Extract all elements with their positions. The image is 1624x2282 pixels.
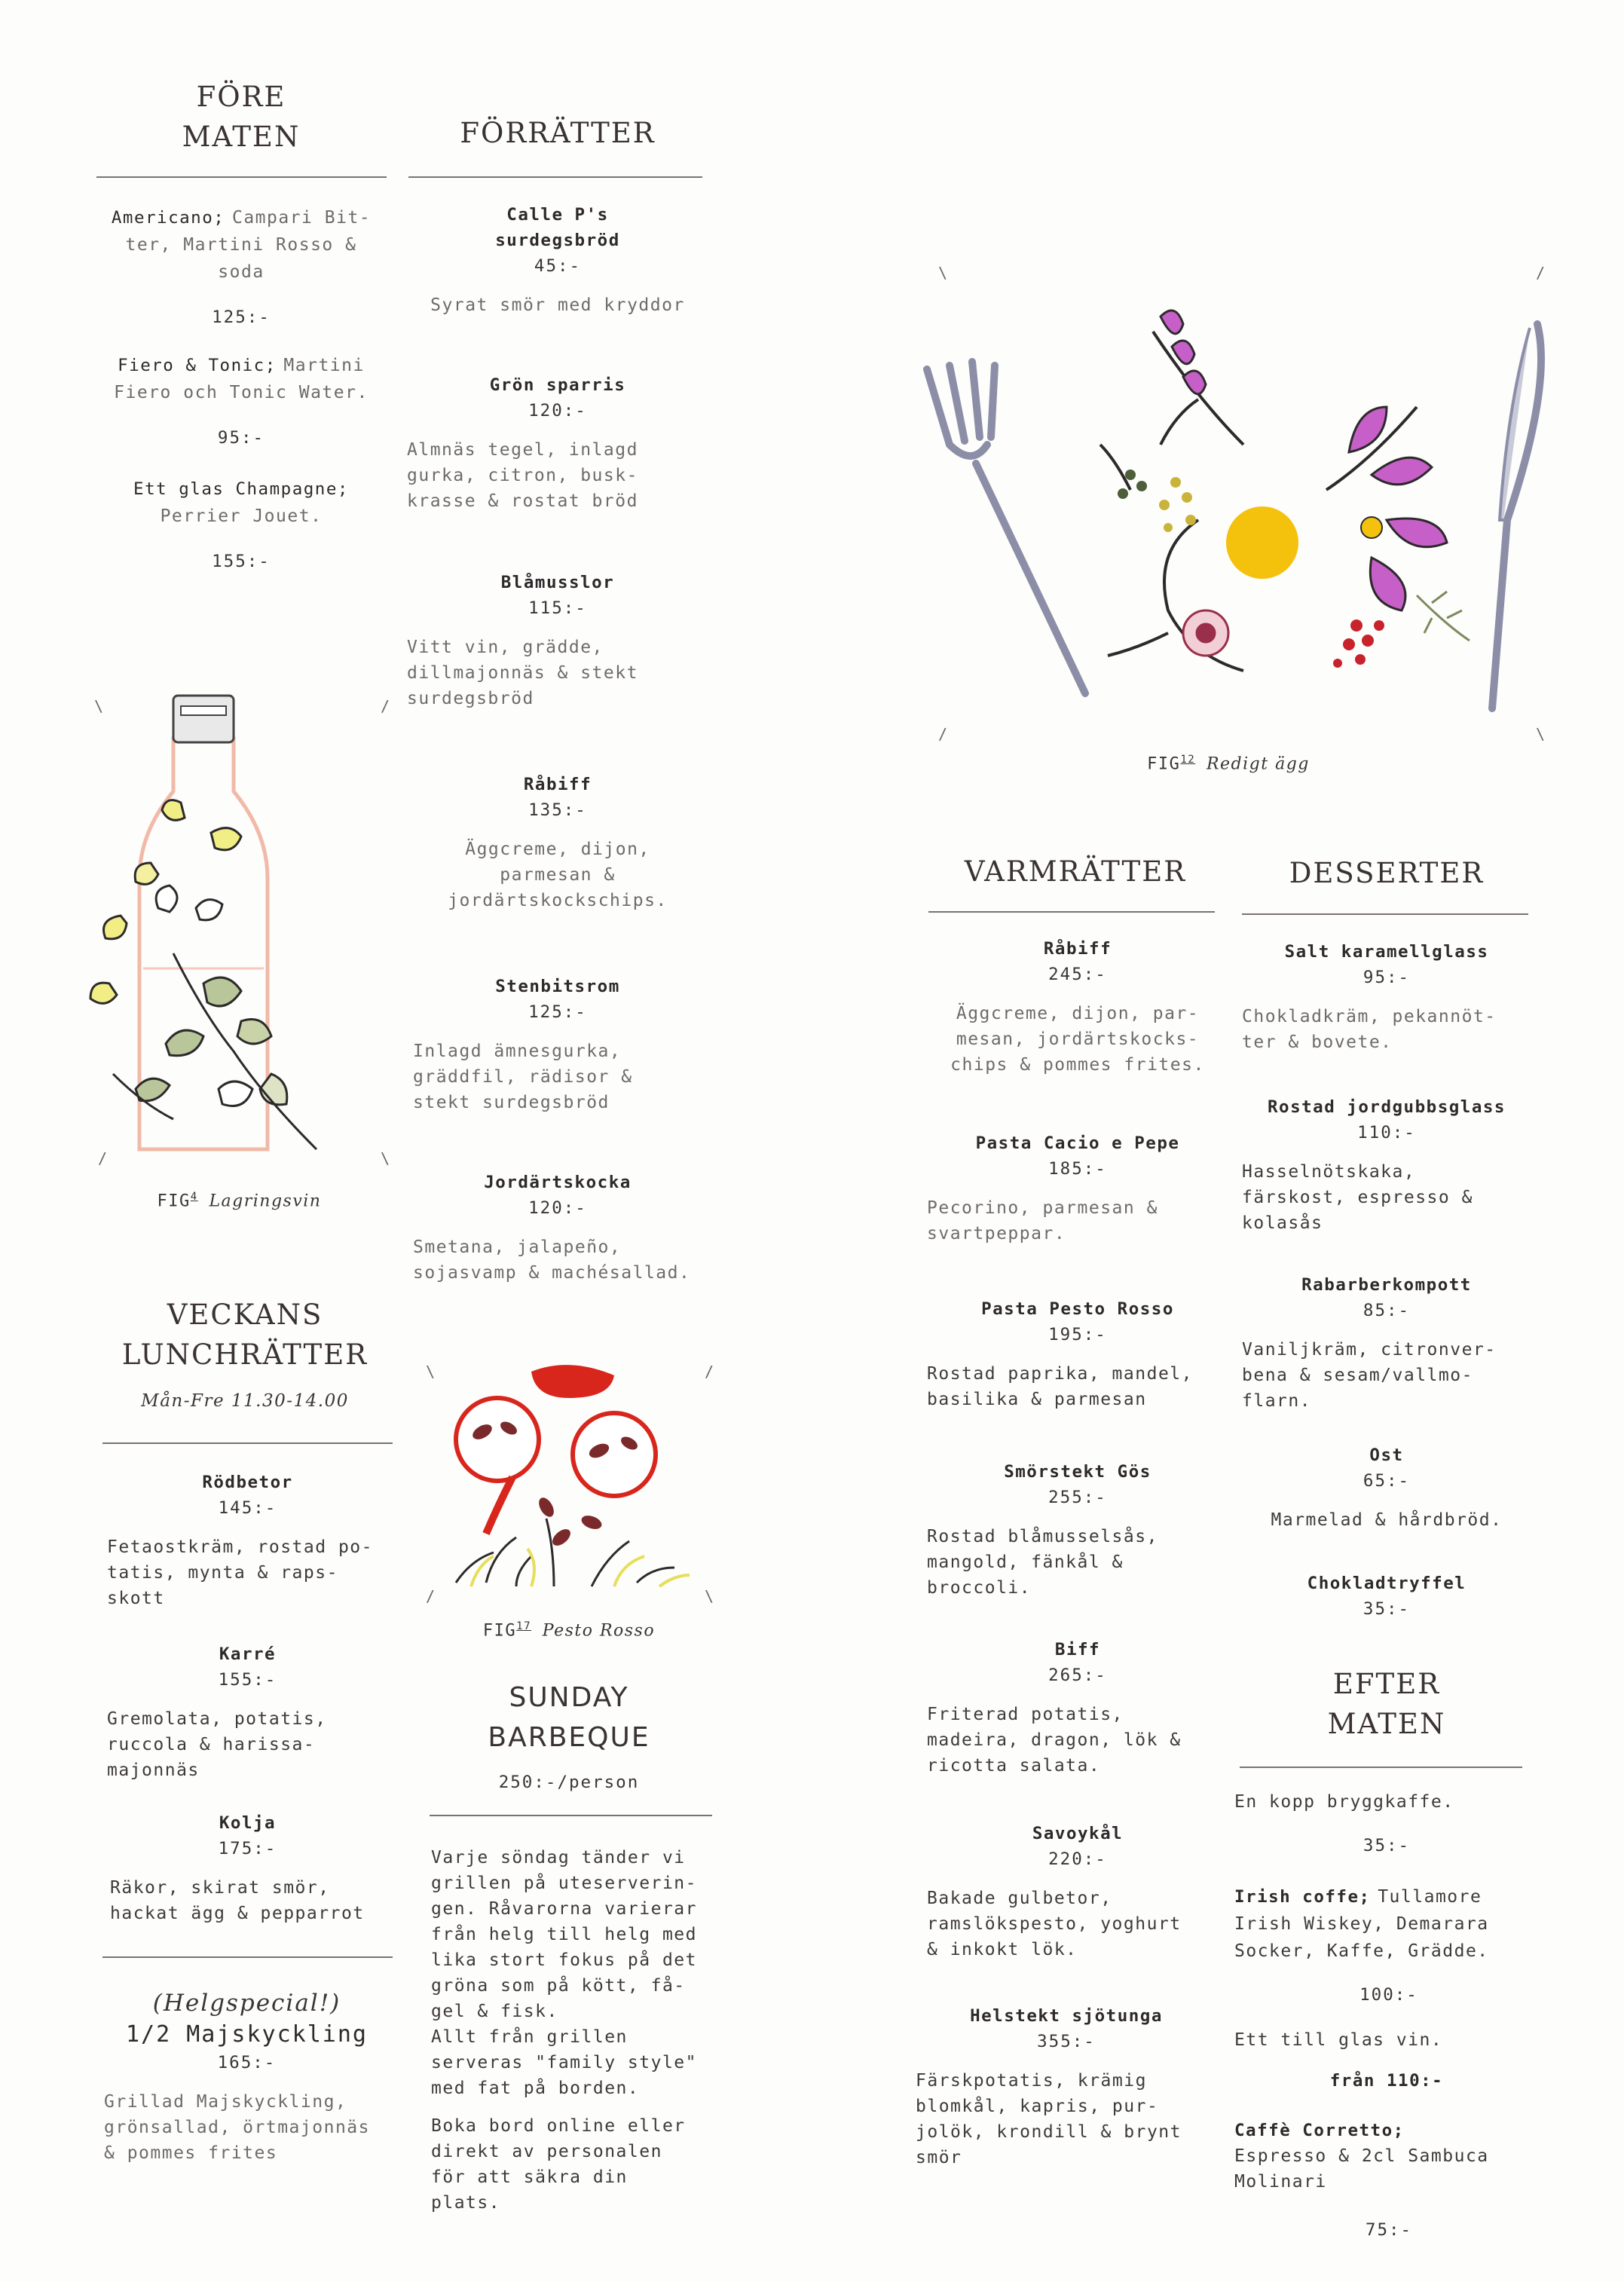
- fig-prefix: FIG: [157, 1191, 191, 1211]
- fig-number: 4: [190, 1191, 198, 1203]
- menu-item: [916, 2003, 1217, 2170]
- item-price: 120:-: [528, 401, 587, 421]
- menu-item: [1234, 1884, 1543, 2008]
- menu-item: [1236, 1272, 1537, 1414]
- item-desc: Martini Fiero och Tonic Water.: [114, 356, 369, 402]
- varmratter-rule: [928, 911, 1215, 913]
- item-price: 195:-: [1048, 1325, 1107, 1344]
- item-price: 155:-: [218, 1670, 277, 1690]
- helgspecial: [98, 1987, 396, 2166]
- menu-item: [927, 1130, 1228, 1247]
- menu-item: [927, 1459, 1228, 1601]
- fig-label: Lagringsvin: [209, 1191, 322, 1211]
- item-price: 245:-: [1048, 965, 1107, 984]
- item-desc: Syrat smör med kryddor: [430, 295, 685, 315]
- menu-item: [407, 772, 708, 913]
- crop-mark: /: [98, 1149, 108, 1167]
- sunday-booking-text: Boka bord online eller direkt av personalen för att säkra din plats.: [431, 2116, 686, 2213]
- vin-desc: Ett till glas vin.: [1234, 2030, 1443, 2050]
- item-name: Rostad jordgubbsglass: [1268, 1097, 1506, 1117]
- item-desc: Friterad potatis, madeira, dragon, lök & ricotta salata.: [927, 1705, 1182, 1776]
- desserter-rule: [1242, 913, 1528, 915]
- special-tag: (Helgspecial!): [152, 1990, 341, 2017]
- menu-item: [407, 570, 708, 711]
- forratter-rule: [408, 176, 702, 178]
- item-name: Calle P's surdegsbröd: [495, 205, 620, 250]
- crop-mark: \: [1536, 725, 1546, 743]
- menu-item: [927, 1821, 1228, 1962]
- item-desc: Räkor, skirat smör, hackat ägg & pepparrot: [110, 1878, 365, 1923]
- item-name: Chokladtryffel: [1307, 1574, 1466, 1593]
- item-desc: Smetana, jalapeño, sojasvamp & machésallad.: [413, 1237, 691, 1283]
- item-desc: Almnäs tegel, inlagd gurka, citron, busk- krasse & rostat bröd: [407, 440, 638, 511]
- item-name: Helstekt sjötunga: [970, 2006, 1163, 2026]
- item-price: 185:-: [1048, 1159, 1107, 1179]
- sunday-heading: SUNDAY BARBEQUE: [488, 1682, 650, 1753]
- item-name: Salt karamellglass: [1284, 942, 1489, 962]
- item-desc: Campari Bit- ter, Martini Rosso & soda: [125, 208, 372, 282]
- menu-item: [90, 205, 392, 330]
- item-price: 45:-: [534, 256, 582, 276]
- crop-mark: /: [381, 697, 390, 715]
- item-desc: Fetaostkräm, rostad po- tatis, mynta & raps- skott: [107, 1537, 373, 1608]
- kaffe-price: 35:-: [1363, 1836, 1411, 1855]
- item-price: 95:-: [1363, 968, 1411, 987]
- item-price: 125:-: [528, 1002, 587, 1022]
- poppy-illustration: [441, 1357, 712, 1605]
- item-price: 95:-: [217, 428, 265, 448]
- menu-item: [1236, 1094, 1537, 1236]
- item-price: 115:-: [528, 598, 587, 618]
- item-price: 220:-: [1048, 1849, 1107, 1869]
- item-name: Karré: [219, 1644, 277, 1664]
- item-price: 145:-: [218, 1498, 277, 1518]
- item-name: Biff: [1054, 1640, 1101, 1659]
- crop-mark: \: [381, 1149, 390, 1167]
- item-name: Stenbitsrom: [495, 977, 620, 996]
- fig12-caption: [1093, 754, 1364, 773]
- item-price: 65:-: [1363, 1471, 1411, 1491]
- fig-label: Pesto Rosso: [542, 1621, 656, 1641]
- menu-item: [407, 202, 708, 318]
- special-name: 1/2 Majskyckling: [126, 2021, 368, 2048]
- item-desc: Chokladkräm, pekannöt- ter & bovete.: [1242, 1007, 1497, 1052]
- varmratter-heading: VARMRÄTTER: [964, 855, 1187, 888]
- item-price: 35:-: [1363, 1599, 1411, 1619]
- item-desc: Inlagd ämnesgurka, gräddfil, rädisor & stekt surdegsbröd: [413, 1042, 633, 1112]
- menu-item: [407, 1170, 708, 1286]
- menu-item: [1234, 2118, 1543, 2243]
- menu-item: [102, 1641, 393, 1783]
- veckans-rule-bottom: [102, 1956, 393, 1958]
- menu-item: [927, 1296, 1228, 1412]
- crop-mark: /: [938, 725, 948, 743]
- item-desc: Tullamore Irish Wiskey, Demarara Socker, Kaffe, Grädde.: [1234, 1887, 1489, 1961]
- item-name: Caffè Corretto;: [1234, 2121, 1405, 2140]
- crop-mark: /: [705, 1363, 714, 1381]
- item-desc: Äggcreme, dijon, parmesan & jordärtskockschips.: [448, 840, 668, 910]
- item-price: 135:-: [528, 800, 587, 820]
- item-name: Ett glas Champagne;: [133, 479, 349, 499]
- item-name: Pasta Cacio e Pepe: [975, 1133, 1180, 1153]
- item-desc: Bakade gulbetor, ramslökspesto, yoghurt & inkokt lök.: [927, 1889, 1182, 1959]
- sunday-price: 250:-/person: [498, 1773, 640, 1792]
- item-name: Grön sparris: [489, 375, 626, 395]
- crop-mark: \: [94, 697, 104, 715]
- efter-maten-heading: EFTER MATEN: [1327, 1668, 1446, 1740]
- fig-number: 12: [1180, 754, 1196, 766]
- item-desc: Rostad blåmusselsås, mangold, fänkål & broccoli.: [927, 1527, 1158, 1598]
- menu-item: [1236, 1571, 1537, 1622]
- item-price: 265:-: [1048, 1666, 1107, 1685]
- fig-label: Redigt ägg: [1206, 754, 1310, 774]
- item-price: 355:-: [1037, 2032, 1096, 2051]
- item-desc: Perrier Jouet.: [160, 506, 323, 526]
- item-price: 125:-: [212, 307, 271, 327]
- sunday-rule: [430, 1815, 712, 1816]
- menu-item: [927, 936, 1228, 1078]
- fore-maten-rule: [96, 176, 387, 178]
- crop-mark: \: [705, 1587, 714, 1605]
- crop-mark: \: [426, 1363, 436, 1381]
- wine-bottle-illustration: [68, 682, 399, 1164]
- item-price: 155:-: [212, 552, 271, 571]
- item-name: Smörstekt Gös: [1004, 1462, 1151, 1482]
- menu-item: [1236, 1442, 1537, 1533]
- menu-item: [102, 1810, 393, 1926]
- item-name: Rabarberkompott: [1301, 1275, 1472, 1295]
- fig-number: 17: [516, 1620, 531, 1632]
- item-name: Ost: [1369, 1445, 1404, 1465]
- menu-item: [90, 476, 392, 574]
- item-name: Blåmusslor: [500, 573, 615, 592]
- item-name: Råbiff: [1043, 939, 1112, 959]
- fore-maten-heading: FÖRE MATEN: [182, 81, 301, 153]
- crop-mark: /: [1536, 264, 1546, 282]
- menu-item: [90, 353, 392, 451]
- menu-item: [407, 974, 708, 1115]
- menu-item: [407, 372, 708, 514]
- egg-cutlery-illustration: [904, 294, 1567, 746]
- item-desc: Espresso & 2cl Sambuca Molinari: [1234, 2146, 1489, 2192]
- item-price: 175:-: [218, 1839, 277, 1858]
- menu-item: [102, 1470, 393, 1611]
- item-price: 75:-: [1365, 2220, 1413, 2240]
- efter-maten-rule: [1240, 1767, 1522, 1768]
- item-name: Pasta Pesto Rosso: [981, 1299, 1174, 1319]
- item-desc: Marmelad & hårdbröd.: [1271, 1510, 1503, 1530]
- item-price: 110:-: [1357, 1123, 1416, 1143]
- kaffe-desc: En kopp bryggkaffe.: [1234, 1792, 1454, 1812]
- fig17-caption: [430, 1620, 708, 1640]
- forratter-heading: FÖRRÄTTER: [460, 117, 656, 149]
- item-desc: Hasselnötskaka, färskost, espresso & kolasås: [1242, 1162, 1473, 1233]
- item-desc: Färskpotatis, krämig blomkål, kapris, pur- jolök, krondill & brynt smör: [916, 2071, 1182, 2167]
- special-price: 165:-: [217, 2053, 277, 2072]
- menu-item: [927, 1637, 1228, 1779]
- item-name: Jordärtskocka: [484, 1173, 632, 1192]
- item-price: 85:-: [1363, 1301, 1411, 1320]
- fig-prefix: FIG: [1147, 754, 1181, 774]
- item-name: Americano;: [111, 208, 225, 228]
- menu-item: [1236, 939, 1537, 1055]
- lunch-hours: Mån-Fre 11.30-14.00: [141, 1391, 349, 1411]
- special-desc: Grillad Majskyckling, grönsallad, örtmajonnäs & pommes frites: [104, 2092, 370, 2163]
- item-name: Savoykål: [1032, 1824, 1124, 1843]
- item-price: 120:-: [528, 1198, 587, 1218]
- item-name: Fiero & Tonic;: [118, 356, 277, 375]
- item-name: Råbiff: [523, 775, 592, 794]
- fig-prefix: FIG: [482, 1621, 517, 1641]
- item-desc: Vitt vin, grädde, dillmajonnäs & stekt surdegsbröd: [407, 638, 638, 708]
- item-name: Irish coffe;: [1234, 1887, 1371, 1907]
- desserter-heading: DESSERTER: [1289, 857, 1485, 889]
- sunday-text: Varje söndag tänder vi grillen på uteserverin- gen. Råvarorna varierar från helg till helg med lika stort fokus på det gröna som på kött, få- gel & fisk. Allt från grillen serveras "family style" med fat på borden.: [431, 1848, 697, 2098]
- crop-mark: \: [938, 264, 948, 282]
- item-desc: Pecorino, parmesan & svartpeppar.: [927, 1198, 1158, 1243]
- item-desc: Vaniljkräm, citronver- bena & sesam/vallmo- flarn.: [1242, 1340, 1497, 1411]
- item-name: Kolja: [219, 1813, 277, 1833]
- item-price: 255:-: [1048, 1488, 1107, 1507]
- veckans-heading: VECKANS LUNCHRÄTTER: [121, 1299, 369, 1371]
- item-desc: Gremolata, potatis, ruccola & harissa- majonnäs: [107, 1709, 327, 1780]
- item-name: Rödbetor: [202, 1473, 293, 1492]
- item-price: 100:-: [1359, 1985, 1418, 2005]
- item-desc: Rostad paprika, mandel, basilika & parmesan: [927, 1364, 1193, 1409]
- crop-mark: /: [426, 1587, 436, 1605]
- fig4-caption: [98, 1191, 381, 1210]
- vin-price: från 110:-: [1329, 2071, 1444, 2091]
- item-desc: Äggcreme, dijon, par- mesan, jordärtskocks- chips & pommes frites.: [950, 1004, 1205, 1075]
- veckans-rule: [102, 1442, 393, 1444]
